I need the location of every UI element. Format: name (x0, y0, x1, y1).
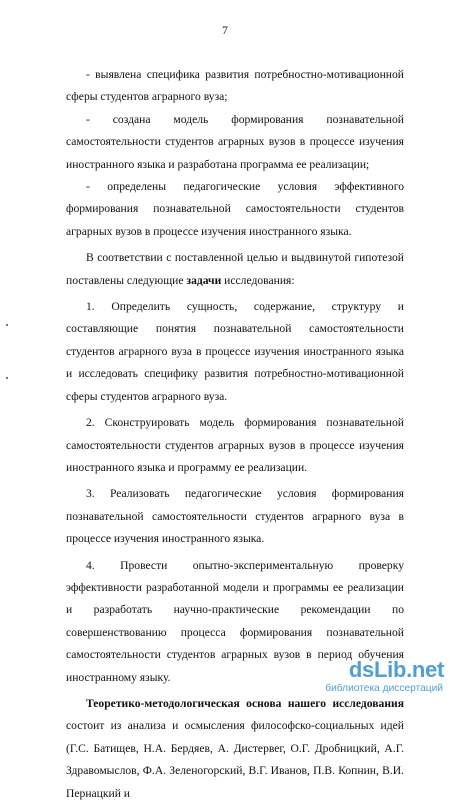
result-item-2: - создана модель формирования познавательной самостоятельности студентов аграрных вузов в процессе изучения иностранного языка и разработана программа ее реализации; (66, 112, 404, 171)
task-item-4: 4. Провести опытно-экспериментальную проверку эффективности разработанной модели и программы ее реализации и разработать научно-практические рекомендации по совершенствованию процесса формирования познавательной самостоятельности студентов аграрных вузов в период обучения иностранному языку. (66, 558, 404, 684)
margin-mark (6, 324, 8, 326)
tasks-intro (66, 247, 404, 292)
tasks-intro-before: В соответствии с поставленной целью и выдвинутой гипотезой поставлены следующие (66, 251, 404, 287)
watermark-tagline: библиотека диссертаций (325, 683, 443, 694)
tasks-intro-after: исследования: (221, 273, 295, 287)
task-item-1: 1. Определить сущность, содержание, структуру и составляющие понятия познавательной самостоятельности студентов аграрного вуза в процессе изучения иностранного языка и исследовать специфику развития потребностно-мотивационной сферы студентов аграрного вуза. (66, 300, 404, 403)
margin-mark (6, 377, 8, 379)
task-item-2: 2. Сконструировать модель формирования познавательной самостоятельности студентов аграрных вузов в процессе изучения иностранного языка и программу ее реализации. (66, 416, 404, 474)
methodology-heading: Теоретико-методологическая основа нашего исследования (86, 696, 404, 710)
watermark-logo-text: dsLib.net (348, 657, 444, 682)
result-item-1: - выявлена специфика развития потребностно-мотивационной сферы студентов аграрного вуза; (66, 68, 404, 104)
tasks-intro-bold: задачи (186, 273, 222, 287)
result-item-3: - определены педагогические условия эффективного формирования познавательной самостоятельности студентов аграрных вузов в процессе изучения иностранного языка. (66, 180, 404, 238)
methodology-paragraph (66, 693, 404, 805)
methodology-text: состоит из анализа и осмысления философско-социальных идей (Г.С. Батищев, Н.А. Бердяев, А. Дистервег, О.Г. Дробницкий, А.Г. Здравомыслов, Ф.А. Зеленогорский, В.Г. Иванов, П.В. Копнин, В.И. Пернацкий и (66, 719, 404, 800)
task-item-3: 3. Реализовать педагогические условия формирования познавательной самостоятельности студентов аграрного вуза в процессе изучения иностранного языка. (66, 487, 404, 546)
page-number: 7 (222, 25, 228, 37)
watermark-logo (306, 658, 444, 696)
